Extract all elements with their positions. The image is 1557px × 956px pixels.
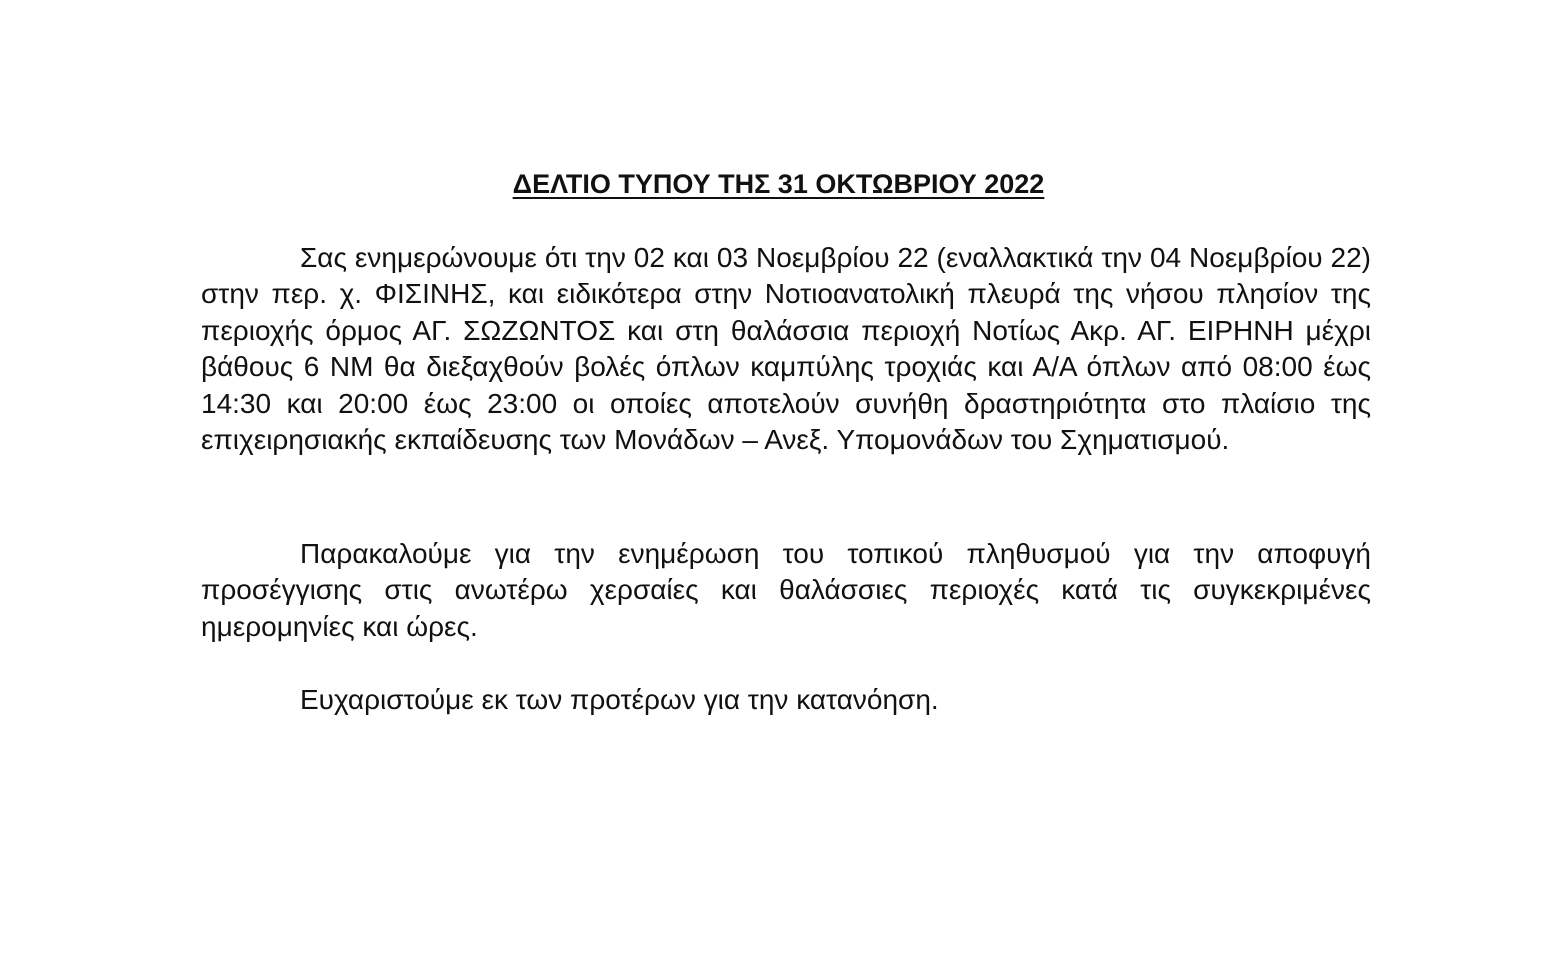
document-title (0, 166, 1557, 202)
paragraph-thanks: Ευχαριστούμε εκ των προτέρων για την κατανόηση. (300, 684, 939, 715)
paragraph-request: Παρακαλούμε για την ενημέρωση του τοπικού πληθυσμού για την αποφυγή προσέγγισης στις ανωτέρω χερσαίες και θαλάσσιες περιοχές κατά τις συγκεκριμένες ημερομηνίες και ώρες. (201, 538, 1371, 642)
document-title-text: ΔΕΛΤΙΟ ΤΥΠΟΥ ΤΗΣ 31 ΟΚΤΩΒΡΙΟΥ 2022 (512, 169, 1045, 199)
paragraph-announcement: Σας ενημερώνουμε ότι την 02 και 03 Νοεμβρίου 22 (εναλλακτικά την 04 Νοεμβρίου 22) στην περ. χ. ΦΙΣΙΝΗΣ, και ειδικότερα στην Νοτιοανατολική πλευρά της νήσου πλησίον της περιοχής όρμος ΑΓ. ΣΩΖΩΝΤΟΣ και στη θαλάσσια περιοχή Νοτίως Ακρ. ΑΓ. ΕΙΡΗΝΗ μέχρι βάθους 6 ΝΜ θα διεξαχθούν βολές όπλων καμπύλης τροχιάς και Α/Α όπλων από 08:00 έως 14:30 και 20:00 έως 23:00 οι οποίες αποτελούν συνήθη δραστηριότητα στο πλαίσιο της επιχειρησιακής εκπαίδευσης των Μονάδων – Ανεξ. Υπομονάδων του Σχηματισμού. (201, 242, 1371, 456)
